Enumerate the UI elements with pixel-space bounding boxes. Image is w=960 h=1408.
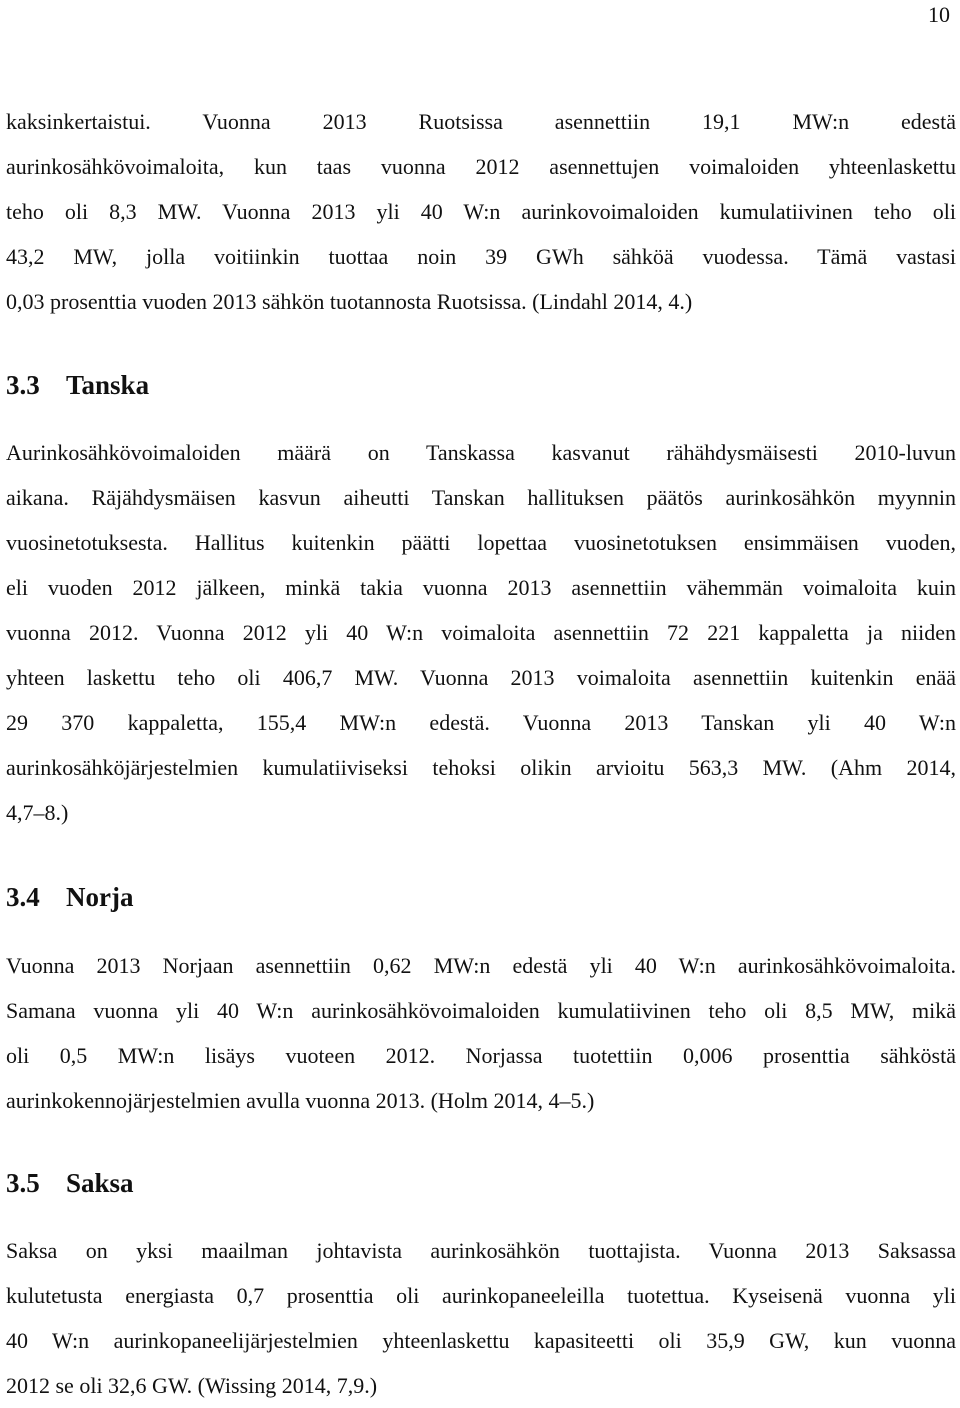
text-line: Saksa on yksi maailman johtavista aurinkosähkön tuottajista. Vuonna 2013 Saksassa <box>6 1238 956 1263</box>
heading-title: Tanska <box>66 370 150 400</box>
paragraph-ruotsi <box>6 99 956 324</box>
text-line: vuonna 2012. Vuonna 2012 yli 40 W:n voimaloita asennettiin 72 221 kappaletta ja niiden <box>6 620 956 645</box>
heading-number: 3.4 <box>6 882 40 912</box>
text-line: vuosinetotuksesta. Hallitus kuitenkin päätti lopettaa vuosinetotuksen ensimmäisen vuoden, <box>6 530 956 555</box>
heading-title: Norja <box>66 882 134 912</box>
heading-number: 3.5 <box>6 1168 40 1198</box>
heading-norja <box>6 880 133 914</box>
text-line: eli vuoden 2012 jälkeen, minkä takia vuonna 2013 asennettiin vähemmän voimaloita kuin <box>6 575 956 600</box>
heading-number: 3.3 <box>6 370 40 400</box>
page-number: 10 <box>928 2 950 27</box>
text-line: aurinkosähkövoimaloita, kun taas vuonna 2012 asennettujen voimaloiden yhteenlaskettu <box>6 154 956 179</box>
paragraph-norja <box>6 943 956 1123</box>
heading-saksa <box>6 1166 134 1200</box>
text-line: aurinkokennojärjestelmien avulla vuonna 2013. (Holm 2014, 4–5.) <box>6 1088 595 1113</box>
text-line: 43,2 MW, jolla voitiinkin tuottaa noin 39 GWh sähköä vuodessa. Tämä vastasi <box>6 244 956 269</box>
text-line: aikana. Räjähdysmäisen kasvun aiheutti Tanskan hallituksen päätös aurinkosähkön myynnin <box>6 485 956 510</box>
text-line: oli 0,5 MW:n lisäys vuoteen 2012. Norjassa tuotettiin 0,006 prosenttia sähköstä <box>6 1043 956 1068</box>
text-line: 29 370 kappaletta, 155,4 MW:n edestä. Vuonna 2013 Tanskan yli 40 W:n <box>6 710 956 735</box>
text-line: yhteen laskettu teho oli 406,7 MW. Vuonna 2013 voimaloita asennettiin kuitenkin enää <box>6 665 956 690</box>
heading-tanska <box>6 368 149 402</box>
text-line: 40 W:n aurinkopaneelijärjestelmien yhteenlaskettu kapasiteetti oli 35,9 GW, kun vuonna <box>6 1328 956 1353</box>
paragraph-saksa <box>6 1228 956 1408</box>
text-line: Vuonna 2013 Norjaan asennettiin 0,62 MW:n edestä yli 40 W:n aurinkosähkövoimaloita. <box>6 953 956 978</box>
text-line: Samana vuonna yli 40 W:n aurinkosähkövoimaloiden kumulatiivinen teho oli 8,5 MW, mikä <box>6 998 956 1023</box>
text-line: teho oli 8,3 MW. Vuonna 2013 yli 40 W:n aurinkovoimaloiden kumulatiivinen teho oli <box>6 199 956 224</box>
text-line: aurinkosähköjärjestelmien kumulatiiviseksi tehoksi olikin arvioitu 563,3 MW. (Ahm 2014, <box>6 755 956 780</box>
text-line: kaksinkertaistui. Vuonna 2013 Ruotsissa asennettiin 19,1 MW:n edestä <box>6 109 956 134</box>
text-line: 0,03 prosenttia vuoden 2013 sähkön tuotannosta Ruotsissa. (Lindahl 2014, 4.) <box>6 289 693 314</box>
heading-title: Saksa <box>66 1168 134 1198</box>
text-line: Aurinkosähkövoimaloiden määrä on Tanskassa kasvanut rähähdysmäisesti 2010-luvun <box>6 440 956 465</box>
text-line: kulutetusta energiasta 0,7 prosenttia oli aurinkopaneeleilla tuotettua. Kyseisenä vuonna yli <box>6 1283 956 1308</box>
text-line: 2012 se oli 32,6 GW. (Wissing 2014, 7,9.) <box>6 1373 378 1398</box>
paragraph-tanska <box>6 430 956 835</box>
text-line: 4,7–8.) <box>6 800 69 825</box>
